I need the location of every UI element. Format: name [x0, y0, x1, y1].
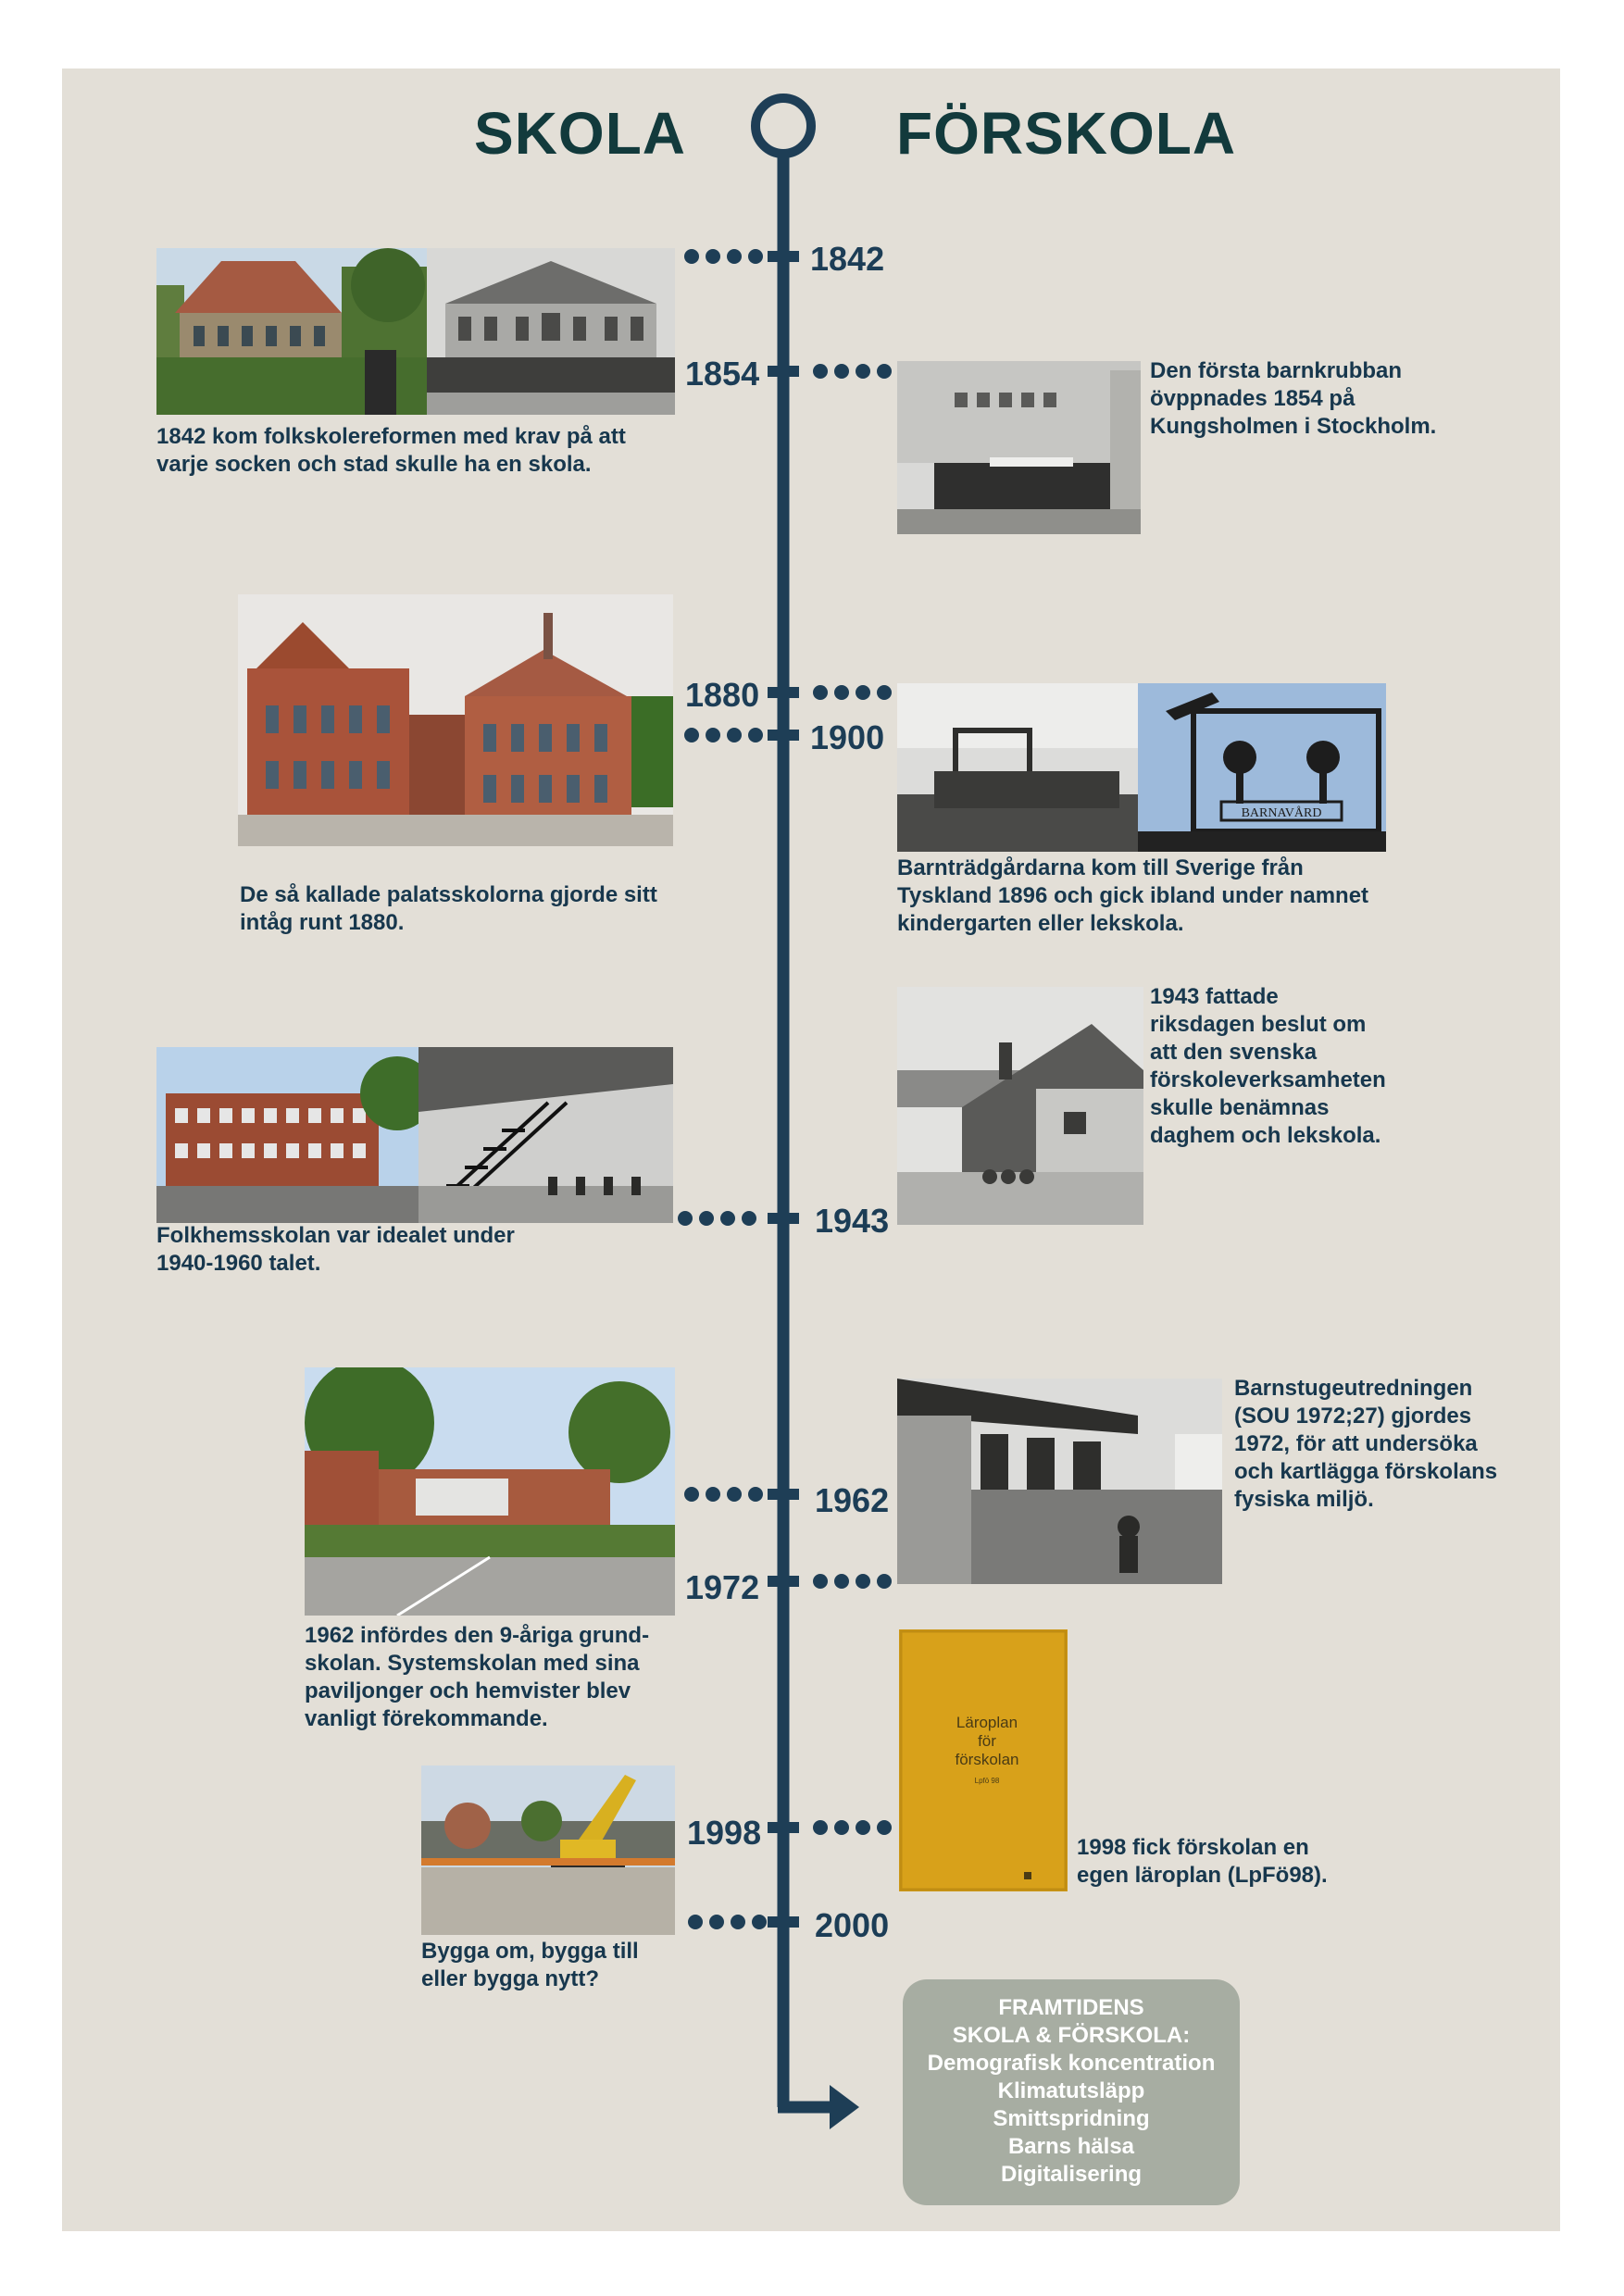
- year-1900: 1900: [810, 718, 885, 756]
- photo-barntradgard-1900: [897, 683, 1138, 852]
- book-line1: Läroplan: [956, 1714, 1018, 1731]
- photo-folkskola-1842: [156, 248, 427, 415]
- tick-1943: [768, 1213, 799, 1224]
- year-1962: 1962: [815, 1481, 890, 1519]
- caption-1943-forskola: 1943 fattade riksdagen beslut om att den svenska förskoleverksamheten skulle benämnas daghem och lekskola.: [1150, 984, 1386, 1148]
- caption-1943-skola: Folkhemsskolan var idealet under 1940-1960 talet.: [156, 1223, 515, 1276]
- caption-1962: 1962 infördes den 9-åriga grund- skolan. Systemskolan med sina paviljonger och hemvister blev vanligt förekommande.: [305, 1623, 650, 1731]
- sign-text: BARNAVÅRD: [1241, 806, 1322, 820]
- timeline-start-circle: [756, 98, 811, 154]
- photo-barnkrubba-1854: [897, 361, 1141, 534]
- year-1998: 1998: [687, 1814, 762, 1852]
- future-item: Digitalisering: [1000, 2162, 1143, 2187]
- tick-1842: [768, 251, 799, 262]
- photo-daghem-1943: [897, 987, 1143, 1225]
- caption-1880: De så kallade palatsskolorna gjorde sitt intåg runt 1880.: [240, 882, 657, 935]
- future-title-2: SKOLA & FÖRSKOLA:: [952, 2023, 1191, 2048]
- year-1854: 1854: [685, 355, 760, 393]
- caption-1842: 1842 kom folkskolereformen med krav på att varje socken och stad skulle ha en skola.: [156, 424, 626, 477]
- tick-1880: [768, 687, 799, 698]
- photo-folkhemsskola: [156, 1047, 418, 1223]
- heading-skola: SKOLA: [474, 100, 686, 167]
- tick-1998: [768, 1822, 799, 1833]
- heading-forskola: FÖRSKOLA: [896, 100, 1237, 167]
- tick-1900: [768, 730, 799, 741]
- caption-1900: Barnträdgårdarna kom till Sverige från Tyskland 1896 och gick ibland under namnet kindergarten eller lekskola.: [897, 855, 1369, 936]
- book-line2: för: [978, 1732, 996, 1750]
- tick-1854: [768, 366, 799, 377]
- timeline-arrowhead: [830, 2085, 859, 2129]
- caption-1972: Barnstugeutredningen (SOU 1972;27) gjordes 1972, för att undersöka och kartlägga förskolans fysiska miljö.: [1234, 1376, 1498, 1512]
- photo-systemskola-1962: [305, 1367, 675, 1616]
- caption-1998: 1998 fick förskolan en egen läroplan (LpFö98).: [1077, 1835, 1328, 1888]
- book-line3: förskolan: [955, 1751, 1019, 1768]
- caption-2000: Bygga om, bygga till eller bygga nytt?: [421, 1939, 639, 1991]
- photo-barnavard-sign: [1138, 683, 1386, 852]
- photo-laroplan-book: [899, 1629, 1068, 1891]
- tick-2000: [768, 1916, 799, 1928]
- tick-1972: [768, 1576, 799, 1587]
- photo-bygga-2000: [421, 1766, 675, 1935]
- year-1880: 1880: [685, 676, 760, 714]
- photo-barnstuga-1972: [897, 1379, 1222, 1584]
- year-2000: 2000: [815, 1906, 890, 1944]
- caption-1854: Den första barnkrubban övppnades 1854 på Kungsholmen i Stockholm.: [1150, 358, 1437, 439]
- year-1842: 1842: [810, 240, 885, 278]
- book-line4: Lpfö 98: [974, 1777, 1000, 1785]
- year-1943: 1943: [815, 1202, 890, 1240]
- year-1972: 1972: [685, 1568, 760, 1606]
- photo-folkhemsskola-interior: [418, 1047, 673, 1223]
- future-item: Klimatutsläpp: [997, 2078, 1145, 2103]
- photo-palatsskola-1880: [238, 594, 673, 846]
- photo-folkskola-bw: [427, 248, 675, 415]
- future-item: Demografisk koncentration: [927, 2051, 1216, 2076]
- tick-1962: [768, 1489, 799, 1500]
- future-item: Barns hälsa: [1007, 2134, 1135, 2159]
- future-item: Smittspridning: [993, 2106, 1150, 2131]
- future-box: [903, 1979, 1240, 2205]
- future-title-1: FRAMTIDENS: [998, 1995, 1144, 2020]
